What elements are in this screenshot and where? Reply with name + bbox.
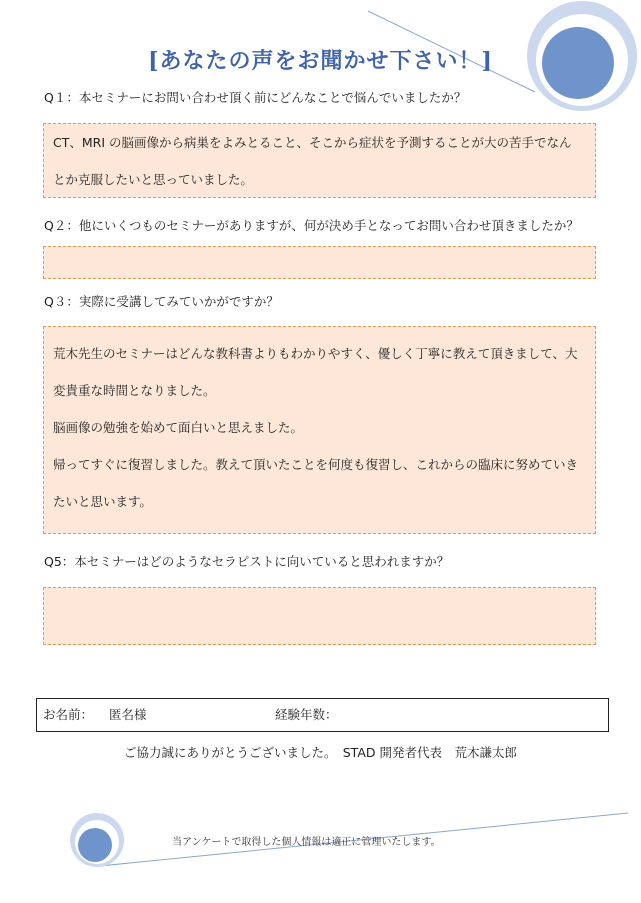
answer-3-lines [53, 335, 589, 520]
question-3: Q３：実際に受講してみていかがですか？ [44, 294, 279, 309]
answer-box-5 [43, 587, 596, 645]
name-label: お名前： [43, 707, 94, 722]
answer-3-line: 荒木先生のセミナーはどんな教科書よりもわかりやすく、優しく丁寧に教えて頂きまして、大 [53, 346, 578, 361]
answer-1-line: とか克服したいと思っていました。 [53, 172, 254, 187]
answer-1-lines [53, 124, 589, 198]
thanks-message: ご協力誠にありがとうございました。 STAD 開発者代表 荒木謙太郎 [123, 745, 517, 760]
answer-box-1 [43, 123, 596, 198]
answer-3-line: 脳画像の勉強を始めて面白いと思えました。 [53, 420, 304, 435]
question-5: Q5：本セミナーはどのようなセラピストに向いていると思われますか？ [44, 554, 450, 569]
answer-3-line: 変貴重な時間となりました。 [53, 383, 216, 398]
question-1: Q１：本セミナーにお問い合わせ頂く前にどんなことで悩んでいましたか？ [44, 90, 467, 105]
experience-label: 経験年数： [275, 707, 338, 722]
page-title: [あなたの声をお聞かせ下さい！] [148, 48, 493, 74]
privacy-notice: 当アンケートで取得した個人情報は適正に管理いたします。 [172, 837, 441, 848]
respondent-info-box [36, 698, 609, 732]
answer-box-3 [43, 326, 596, 534]
answer-3-line: 帰ってすぐに復習しました。教えて頂いたことを何度も復習し、これからの臨床に努めていき [53, 457, 579, 472]
answer-1-line: CT、MRI の脳画像から病巣をよみとること、そこから症状を予測することが大の苦手でなん [53, 135, 572, 150]
name-value: 匿名様 [109, 707, 147, 722]
question-2: Q２：他にいくつものセミナーがありますが、何が決め手となってお問い合わせ頂きましたか？ [44, 218, 579, 233]
bottom-circle [78, 828, 112, 862]
answer-box-2 [43, 246, 596, 279]
answer-3-line: たいと思います。 [53, 494, 153, 509]
